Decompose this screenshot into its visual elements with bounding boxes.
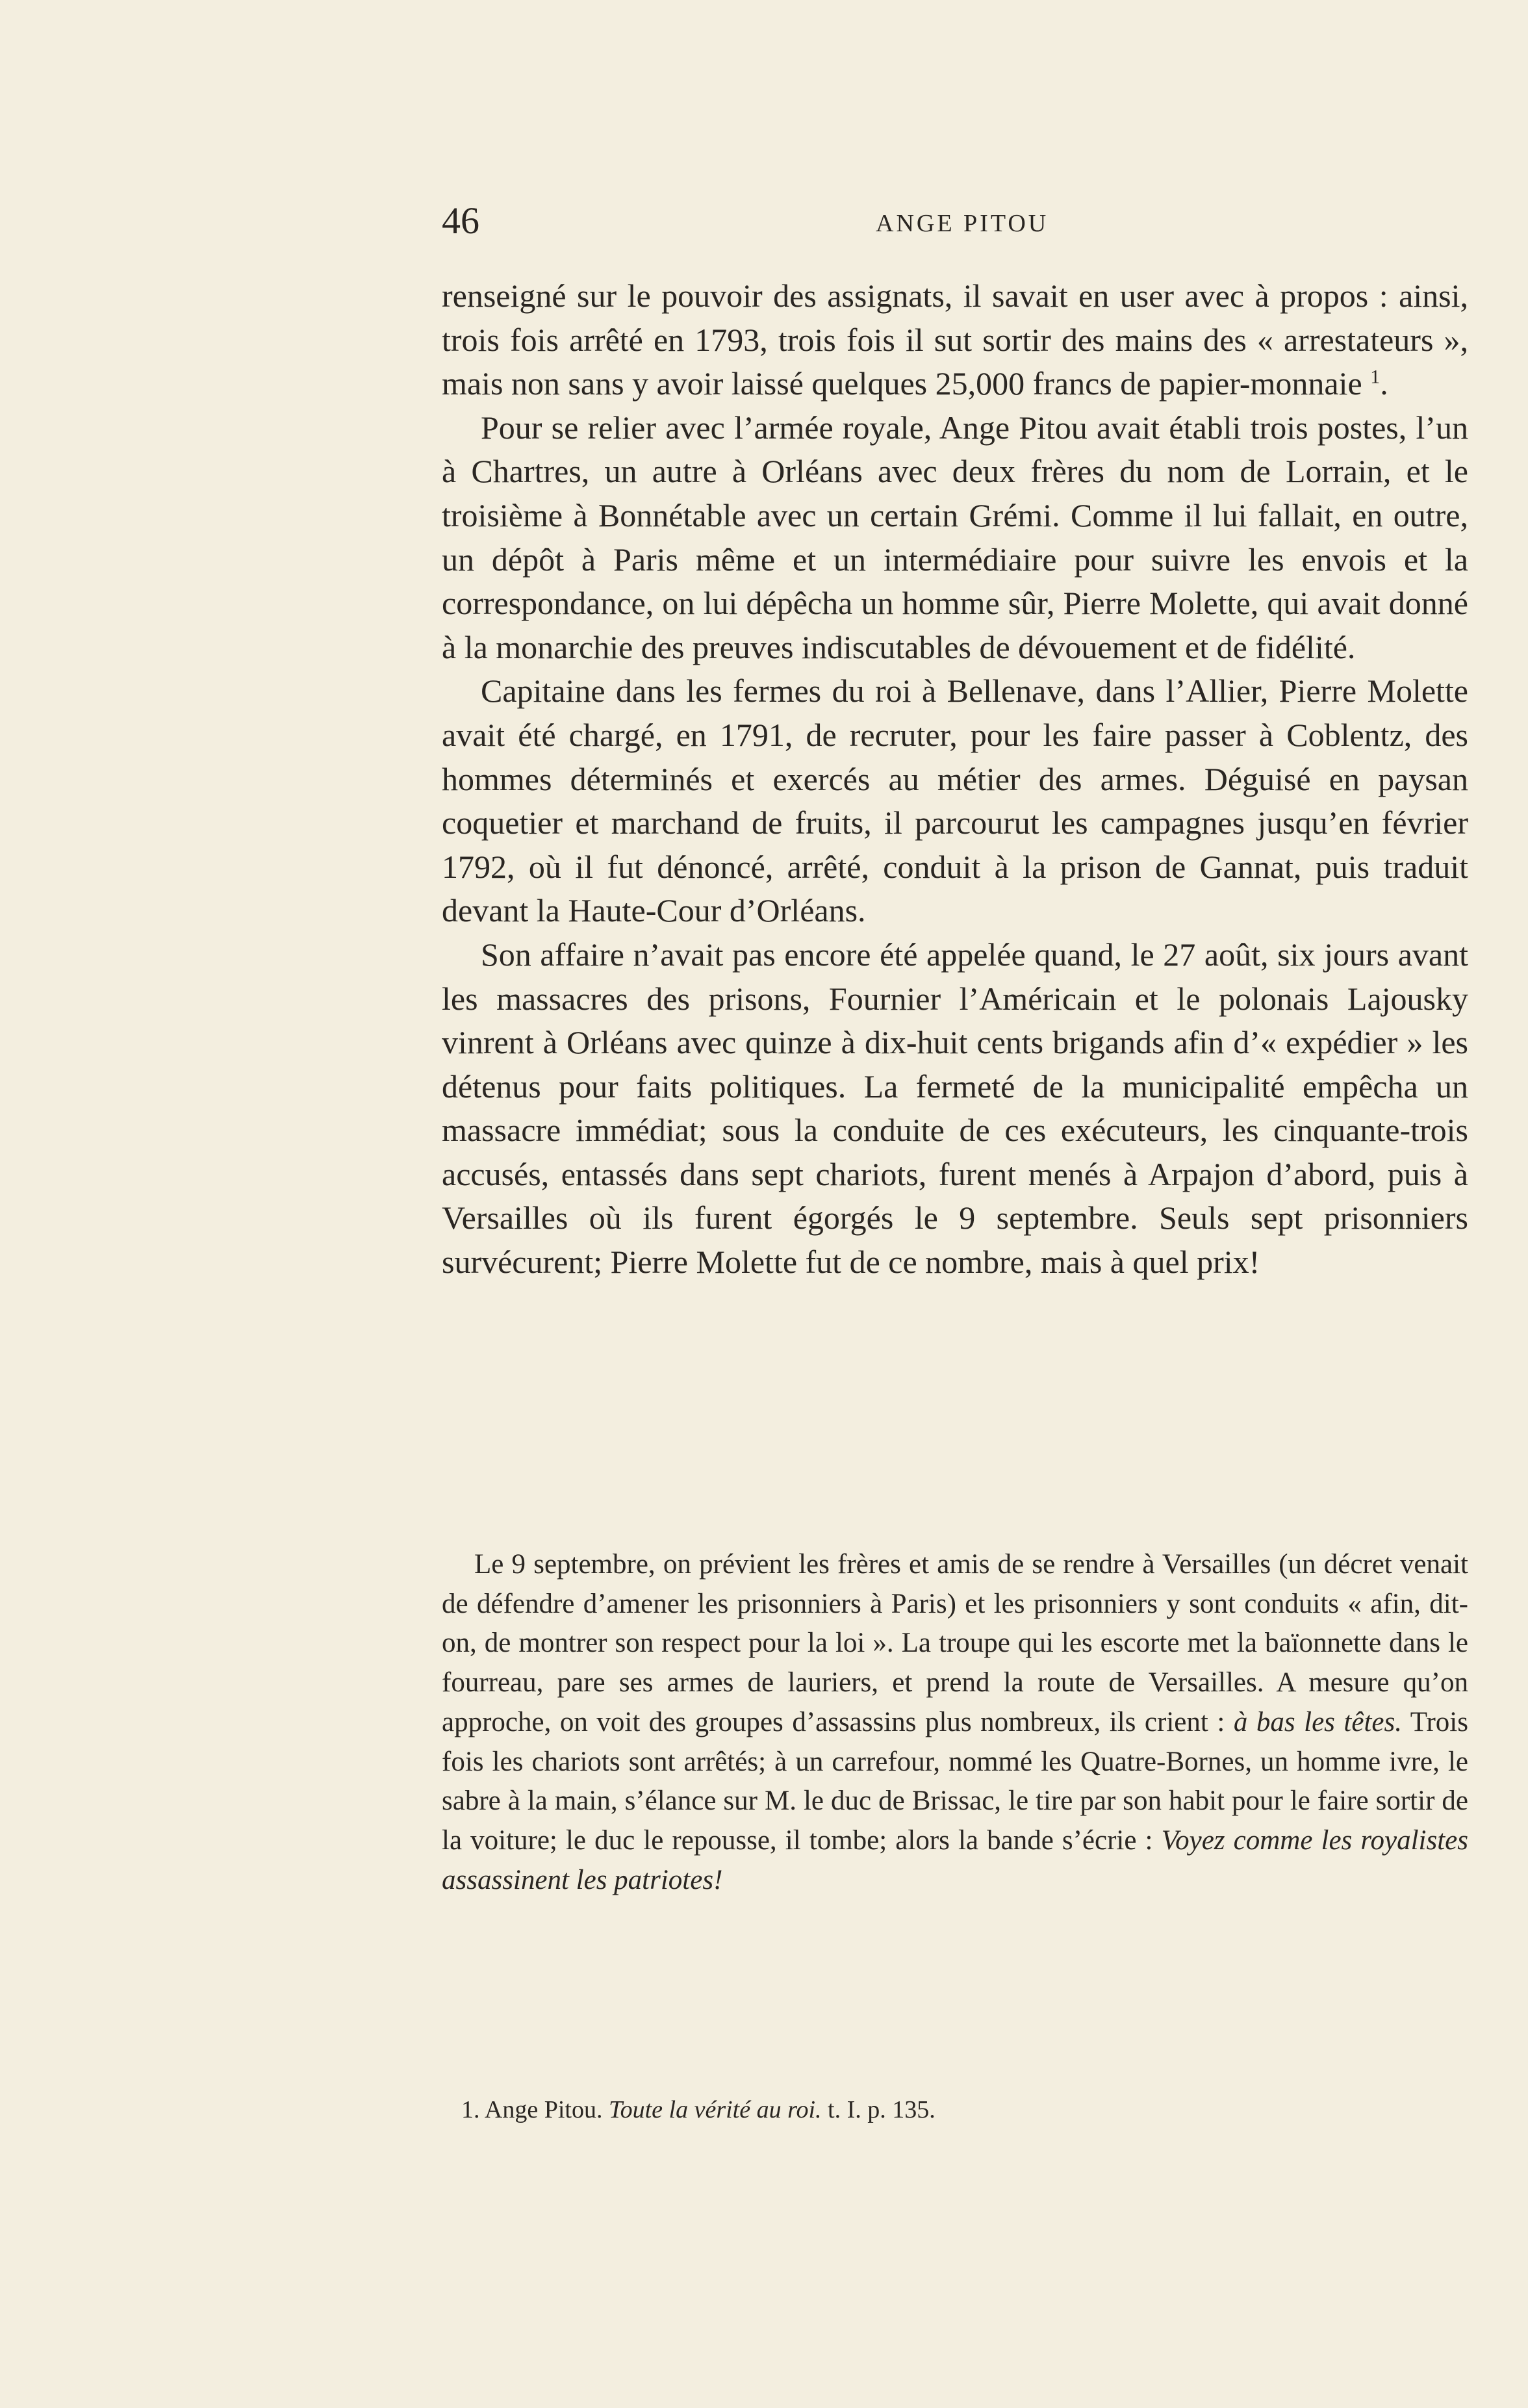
- footnote-ref: t. I. p. 135.: [828, 2096, 936, 2123]
- footnote-title: Toute la vérité au roi.: [608, 2096, 822, 2123]
- paragraph-2: Pour se relier avec l’armée royale, Ange Pitou avait établi trois postes, l’un à Chartres, un autre à Orléans avec deux frères du nom de Lorrain, et le troisième à Bonnétable avec un certain Grémi. Comme il lui fallait, en outre, un dépôt à Paris même et un intermédiaire pour suivre les envois et la correspondance, on lui dépêcha un homme sûr, Pierre Molette, qui avait donné à la monarchie des preuves indiscutables de dévouement et de fidélité.: [442, 409, 1468, 665]
- paragraph-1: [442, 274, 1468, 406]
- main-text: [442, 274, 1468, 1285]
- paragraph-3: Capitaine dans les fermes du roi à Bellenave, dans l’Allier, Pierre Molette avait été chargé, en 1791, de recruter, pour les faire passer à Coblentz, des hommes déterminés et exercés au métier des armes. Déguisé en paysan coquetier et marchand de fruits, il parcourut les campagnes jusqu’en février 1792, où il fut dénoncé, arrêté, conduit à la prison de Gannat, puis traduit devant la Haute-Cour d’Orléans.: [442, 672, 1468, 929]
- footnote-number: 1.: [461, 2096, 480, 2123]
- footnote: [461, 2092, 1462, 2127]
- page-number: 46: [442, 199, 479, 242]
- quote-italic-a: à bas les têtes.: [1233, 1706, 1402, 1737]
- footnote-author: Ange Pitou.: [484, 2096, 603, 2123]
- quote-italic-b: Voyez comme les royalistes assassinent les patriotes!: [442, 1825, 1469, 1895]
- running-head: ANGE PITOU: [876, 210, 1049, 237]
- page-header: [442, 195, 1468, 247]
- quote-text-b: Trois fois les chariots sont arrêtés; à un carrefour, nommé les Quatre-Bornes, un homme ivre, le sabre à la main, s’élance sur M. le duc de Brissac, le tire par son habit pour le faire sortir de la voiture; le duc le repousse, il tombe; alors la bande s’écrie :: [442, 1706, 1468, 1856]
- paragraph-1-end: .: [1380, 365, 1388, 402]
- quote-paragraph: [442, 1545, 1468, 1900]
- footnote-reference: 1: [1370, 366, 1381, 388]
- paragraph-1-text: renseigné sur le pouvoir des assignats, il savait en user avec à propos : ainsi, trois fois arrêté en 1793, trois fois il sut sortir des mains des « arrestateurs », mais non sans y avoir laissé quelques 25,000 francs de papier-monnaie: [442, 277, 1468, 402]
- paragraph-4: Son affaire n’avait pas encore été appelée quand, le 27 août, six jours avant les massacres des prisons, Fournier l’Américain et le polonais Lajousky vinrent à Orléans avec quinze à dix-huit cents brigands afin d’« expédier » les détenus pour faits politiques. La fermeté de la municipalité empêcha un massacre immédiat; sous la conduite de ces exécuteurs, les cinquante-trois accusés, entassés dans sept chariots, furent menés à Arpajon d’abord, puis à Versailles où ils furent égorgés le 9 septembre. Seuls sept prisonniers survécurent; Pierre Molette fut de ce nombre, mais à quel prix!: [442, 936, 1468, 1281]
- quote-text-a: Le 9 septembre, on prévient les frères et amis de se rendre à Versailles (un décret venait de défendre d’amener les prisonniers à Paris) et les prisonniers y sont conduits « afin, dit-on, de montrer son respect pour la loi ». La troupe qui les escorte met la baïonnette dans le fourreau, pare ses armes de lauriers, et prend la route de Versailles. A mesure qu’on approche, on voit des groupes d’assassins plus nombreux, ils crient :: [442, 1549, 1468, 1737]
- block-quote: [442, 1545, 1468, 1900]
